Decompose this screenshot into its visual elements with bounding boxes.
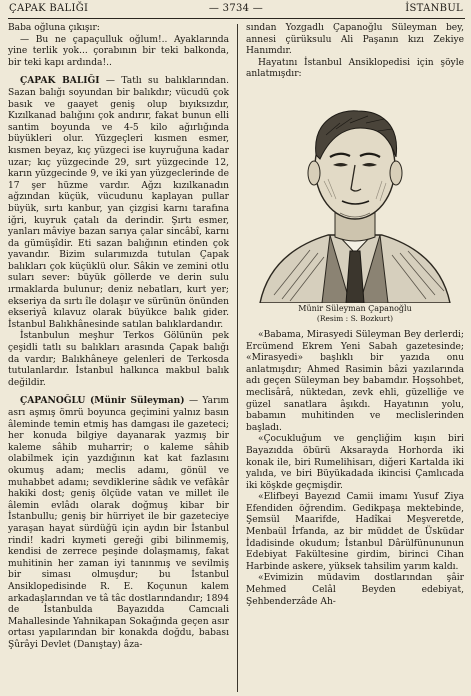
portrait-illustration (250, 85, 460, 303)
continued-text: sından Yozgadlı Çapanoğlu Süleyman bey, annesi çürüksulu Ali Paşanın kızı Zekiye Hanımdır. (246, 23, 464, 57)
running-header (9, 3, 463, 17)
paragraph-3: «Elifbeyi Bayezıd Camii imamı Yusuf Ziya Efendiden öğrendim. Gedikpaşa mektebinde, Şemsül Maarifde, Hadîkai Meşveretde, Menbaül İrfanda, az bir müddet de Üsküdar İdadisinde okudum; İstanbul Dârülfünununun Edebiyat Fakültesine girdim, birinci Cihan Harbinde askere, yüksek tahsilim yarım kaldı. (246, 492, 464, 572)
column-divider (237, 24, 238, 692)
right-column (246, 23, 464, 608)
entry-heading-capak: ÇAPAK BALIĞI (20, 75, 100, 87)
left-column (8, 23, 229, 651)
paragraph-2: «Çocukluğum ve gençliğim kışın biri Bayazıdda öbürü Aksarayda Horhorda iki konak ile, biri Rumelihisarı, diğeri Kartalda iki yalıda, ve biri Büyükadada ikincisi Çamlıcada iki köşkde geçmişdir. (246, 434, 464, 491)
entry-heading-capanoglu: ÇAPANOĞLU (Münir Süleyman) (20, 395, 185, 407)
portrait-sketch (250, 85, 460, 303)
entry-capanoglu (8, 395, 229, 651)
entry-body-capanoglu: — Yarım asrı aşmış ömrü boyunca geçimini yalnız basın âleminde temin etmiş has damgası ile gazeteci; her konuda bilgiye dayanarak yazmış bir kalemе sâhib muharrir; o kaleme sâhib olabilmek için yazdığının kat kat fazlasını okumuş adam; meclis adamı, gönül ve muhabbet adamı; sevdiklerine sâdık ve vefâkâr hakiki dost; geniş ölçüde vatan ve millet ile âlemin evlâdı olarak doğmuş kibar bir İstanbullu; geniş bir hürriyet ile bir gazeteciye yaraşan hayat sürdüğü için aydın bir İstanbul rindi! kadri kıymeti gereği gibi bilinmemiş, kendisi de zerrece peşinde dolaşmamış, fakat muhitinin her zaman iyi tanınmış ve sevilmiş bir siması olmuşdur; bu İstanbul Ansiklopedisinde R. E. Koçunun kalem arkadaşlarından ve tâ tâc dostlarındandır; 1894 de İstanbulda Bayazıdda Camcıali Mahallesinde Yahnikapan Sokağında geçen asır ortası yapılarından bir konakda doğdu, babası Şûrâyi Devlet (Danıştay) âza- (8, 396, 229, 650)
page-number: — 3734 — (208, 3, 264, 14)
header-rule (8, 18, 465, 19)
entry-capak (8, 75, 229, 331)
entry-body-capak-2: İstanbulun meşhur Terkos Gölünün pek çeşidli tatlı su balıkları arasında Çapak balığı da vardır; Balıkhâneye gelenleri de Terkosda tutulanlardır. İstanbul halkınca makbul balık değildir. (8, 331, 229, 388)
portrait-caption (246, 304, 464, 324)
intro-line-2: — Bu ne çapaçulluk oğlum!.. Ayaklarında yine terlik yok... çorabının bir teki balkonda, bir teki kapı ardında!.. (8, 34, 229, 68)
paragraph-1: «Babama, Mirasyedi Süleyman Bey derlerdi; Ercümend Ekrem Yeni Sabah gazetesinde; «Mirasyedi» başlıklı bir yazıda onu anlatmışdır; Ahmed Rasimin bâzi yazılarında adı geçen Süleyman bey babamdır. Hoşsohbet, meclisârâ, nüktedan, zevk ehli, güzelliğe ve güzel sanatlara âşıkdı. Hayatının yolu, babamın muhitinden ve meclislerinden başladı. (246, 329, 464, 433)
caption-name: Münir Süleyman Çapanoğlu (298, 303, 412, 313)
header-left-title: ÇAPAK BALIĞI (9, 3, 89, 14)
caption-credit: (Resim : S. Bozkurt) (316, 313, 394, 323)
quote-intro: Hayatını İstanbul Ansiklopedisi için şöyle anlatmışdır: (246, 57, 464, 80)
entry-body-capak-1: — Tatlı su balıklarından. Sazan balığı soyundan bir balıkdır; vücudü çok basık ve gaayet geniş olup bıyıksızdır, Kızılkanad balığını çok andırır, fakat bunun elli santim boyunda ve 4-5 kilo ağırlığında büyükleri olur. Yüzgeçleri kısmen esmer, kısmen beyaz, kıç yüzgeci ise kuyruğuna kadar uzar; kıç yüzgecinde 29, sırt yüzgecinde 12, karın yüzgecinde 9, ve iki yan yüzgeclerinde de 17 şer hüzme vardır. Ağzı kızılkanadın ağzından küçük, vücudunu kaplayan pullar büyük, sırtı kanbur, yan çizgisi karnı tarafına iğri, kuyruk çatalı da derindir. Şırtı esmer, yanları mâviye bazan sarıya çalar sincâbî, karnı da gümüşîdir. Eti sazan balığının etinden çok yavandır. Bizim sularımızda tutulan Çapak balıkları çok küçüklü olur. Sâkin ve zemini otlu suları sever: büyük göllerde ve derin sulu ırmaklarda bulunur; deniz nebatları, kurt yer; ekseriya da sırtı île dolaşır ve sürünün önünden ekseriyâ kılavuz olarak büyükce balık gider. İstanbul Balıkhânesinde satılan balıklardandır. (8, 76, 229, 330)
paragraph-4: «Evimizin müdavim dostlarından şâir Mehmed Celâl Beyden edebiyat, Şehbenderzâde Ah- (246, 573, 464, 607)
header-right-title: İSTANBUL (405, 3, 463, 14)
intro-line-1: Baba oğluna çıkışır: (8, 23, 100, 33)
